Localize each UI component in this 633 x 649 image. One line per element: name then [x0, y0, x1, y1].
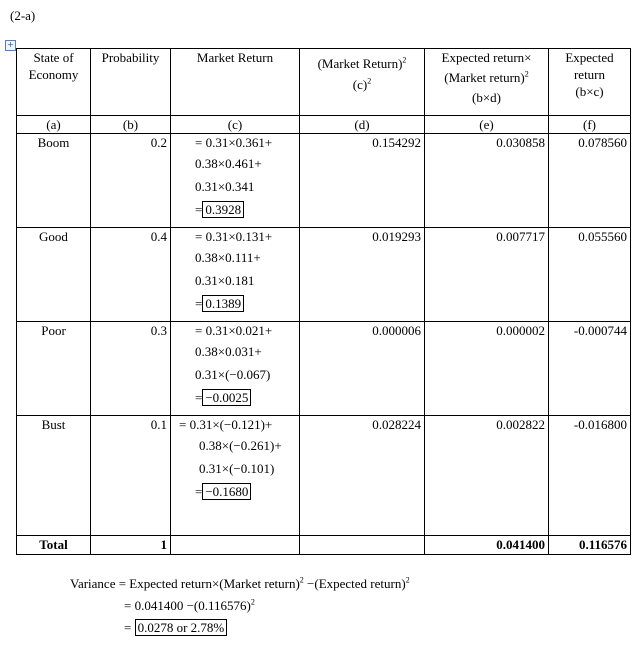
header-row [17, 49, 631, 116]
row-poor: Poor 0.3 = 0.31×0.021+ 0.38×0.031+ 0.31×(−0.067) = −0.0025 0.000006 0.000002 -0.000744 [17, 322, 631, 416]
header-expected-times-squared: Expected return× (Market return)$^2$ (b×d) [425, 49, 549, 116]
header-market-return: Market Return [171, 49, 300, 116]
header-probability: Probability [91, 49, 171, 116]
result-box: −0.1680 [202, 483, 251, 500]
variance-result-box: 0.0278 or 2.78% [135, 619, 228, 636]
calc-bust: = 0.31×(−0.121)+ 0.38×(−0.261)+ 0.31×(−0.101) = −0.1680 [171, 416, 300, 536]
row-bust: Bust 0.1 = 0.31×(−0.121)+ 0.38×(−0.261)+ 0.31×(−0.101) = −0.1680 0.028224 0.002822 -0.016800 [17, 416, 631, 536]
header-market-return-squared: (Market Return)$^2$ $(c)^2$ [300, 49, 425, 116]
variance-line-2: = $0.041400 -(0.116576)^2$ [124, 597, 255, 613]
variance-formula [70, 573, 410, 639]
row-good: Good 0.4 = 0.31×0.131+ 0.38×0.111+ 0.31×0.181 = 0.1389 0.019293 0.007717 0.055560 [17, 228, 631, 322]
total-row: Total 1 0.041400 0.116576 [17, 536, 631, 555]
result-box: −0.0025 [202, 389, 251, 406]
calc-boom: = 0.31×0.361+ 0.38×0.461+ 0.31×0.341 = 0.3928 [171, 134, 300, 228]
row-boom: Boom 0.2 = 0.31×0.361+ 0.38×0.461+ 0.31×0.341 = 0.3928 0.154292 0.030858 0.078560 [17, 134, 631, 228]
section-label: (2-a) [10, 8, 36, 23]
calc-good: = 0.31×0.131+ 0.38×0.111+ 0.31×0.181 = 0.1389 [171, 228, 300, 322]
sub-header-row: (a) (b) (c) (d) (e) (f) [17, 116, 631, 134]
variance-line-1: Variance = Expected return×(Market return)$^2$ −(Expected return)$^2$ [70, 575, 410, 591]
result-box: 0.3928 [202, 201, 244, 218]
table-anchor-icon[interactable]: + [5, 40, 16, 51]
header-state: State of Economy [17, 49, 91, 116]
variance-line-3: = 0.0278 or 2.78% [70, 617, 410, 639]
result-box: 0.1389 [202, 295, 244, 312]
expected-return-table [16, 48, 631, 555]
header-expected-return: Expected return (b×c) [549, 49, 631, 116]
calc-poor: = 0.31×0.021+ 0.38×0.031+ 0.31×(−0.067) = −0.0025 [171, 322, 300, 416]
